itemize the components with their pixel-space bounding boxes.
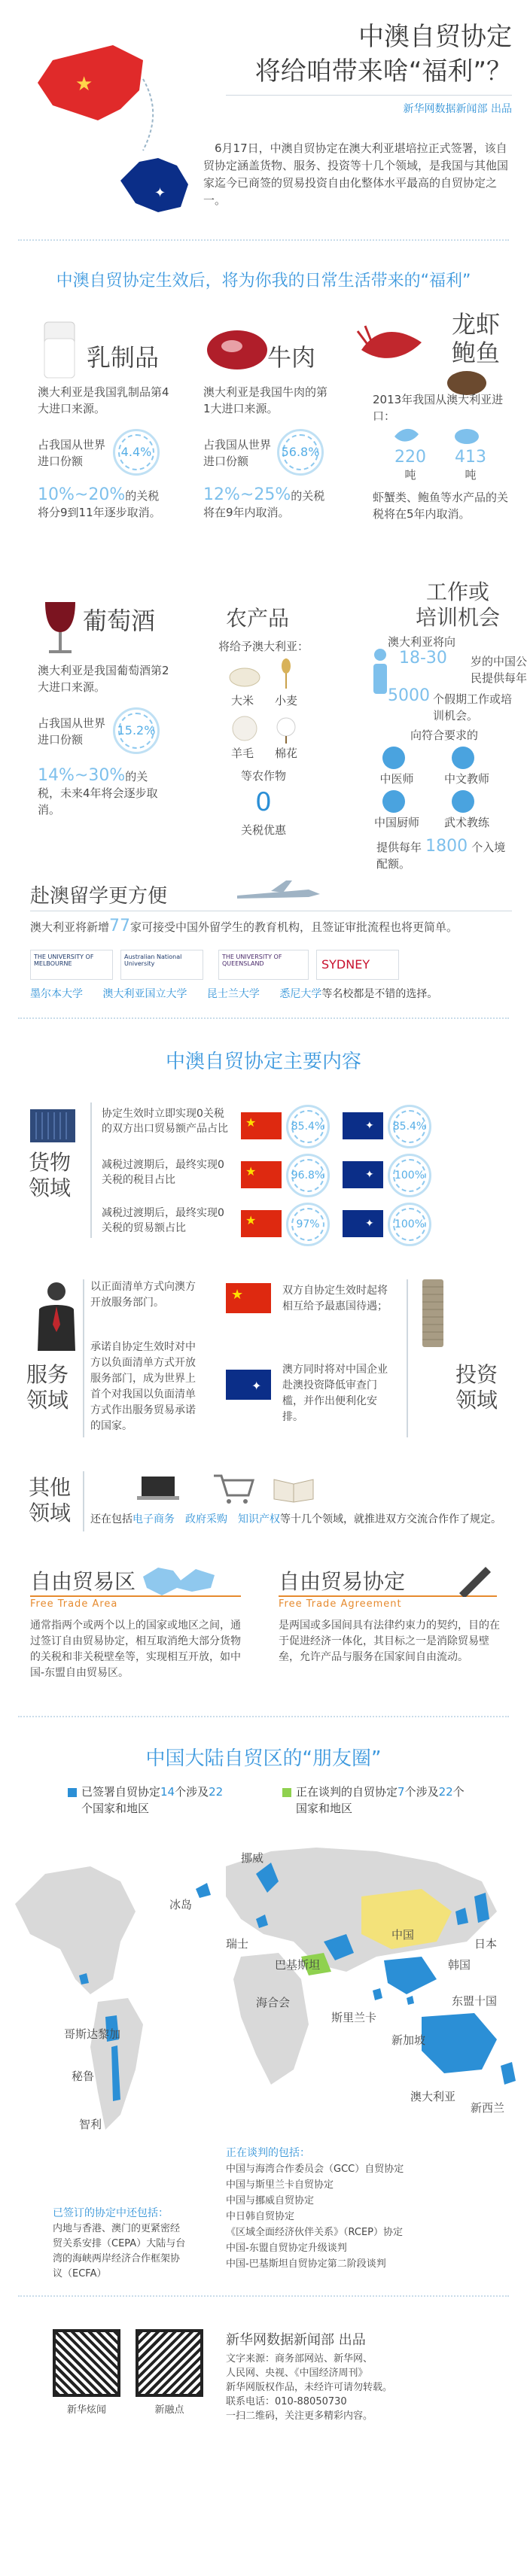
businessman-icon (30, 1279, 83, 1355)
dairy-tax (38, 485, 169, 521)
world-map-icon (139, 1562, 222, 1599)
legend-nego-num1: 7 (398, 1785, 405, 1799)
label-singapore: 新加坡 (391, 2033, 426, 2047)
laptop-icon (136, 1474, 181, 1504)
book-icon (271, 1474, 316, 1504)
nego-item: 中国与海湾合作委员会（GCC）自贸协定 (226, 2164, 404, 2175)
china-flag-icon: ★ (241, 1112, 282, 1139)
unis-suffix: 等名校都是不错的选择。 (321, 988, 438, 1000)
job-chef: 中国厨师 (373, 816, 419, 829)
goods-row-2-text: 减税过渡期后，最终实现0关税的税目占比 (102, 1159, 224, 1186)
divider (18, 2295, 509, 2297)
dairy-tax-text: 的关税将分9到11年逐步取消。 (38, 489, 161, 519)
agri-wheat: 小麦 (274, 694, 297, 707)
anu-logo: Australian National University (120, 950, 203, 980)
other-label-1: 其他 (29, 1475, 72, 1500)
study-line-post: 家可接受中国外留学生的教育机构，且签证审批流程也将更简单。 (130, 920, 458, 934)
nego-item: 中国与斯里兰卡自贸协定 (226, 2179, 334, 2191)
goods-row-3-cn-ring: 97% (286, 1203, 330, 1246)
rice-icon (226, 658, 264, 689)
shopping-cart-icon (211, 1471, 256, 1505)
fta-agreement-title: 自由贸易协定 (279, 1569, 406, 1594)
divider (18, 1017, 509, 1019)
lobster-title (452, 310, 500, 367)
other-procurement: 政府采购 (185, 1513, 227, 1525)
study-unis (30, 986, 519, 1001)
melbourne-logo: THE UNIVERSITY OF MELBOURNE (30, 950, 113, 980)
australia-flag-icon: ✦ (226, 1370, 271, 1400)
svg-text:★: ★ (75, 73, 93, 96)
footer-org: 新华网数据新闻部 出品 (226, 2332, 366, 2348)
fta-agreement-text: 是两国或多国间具有法律约束力的契约，目的在于促进经济一体化，其目标之一是消除贸易壁垒，允许产品与服务在国家间自由流动。 (279, 1620, 500, 1663)
legend-nego-num2: 22 (438, 1785, 453, 1799)
work-line-5: 提供每年 (376, 841, 422, 854)
work-quota2-value: 1800 (425, 837, 468, 856)
cotton-icon (271, 713, 301, 744)
job-doctor: 中医师 (379, 772, 414, 786)
work-age: 18-30 (399, 649, 447, 668)
agri-zero-label: 关税优惠 (240, 823, 286, 837)
footer-line: 人民网、央视、《中国经济周刊》 (226, 2368, 368, 2379)
invest-bracket (407, 1279, 408, 1437)
fta-agreement-en: Free Trade Agreement (279, 1598, 402, 1610)
nego-item: 中国-巴基斯坦自贸协定第二阶段谈判 (226, 2258, 386, 2270)
qr-code-xinrongdian[interactable] (136, 2329, 203, 2397)
container-icon (29, 1106, 77, 1145)
wine-icon (34, 595, 87, 662)
uni-anu: 澳大利亚国立大学 (102, 988, 187, 1000)
legend-nego-swatch (282, 1788, 291, 1797)
agri-cotton: 棉花 (274, 747, 297, 760)
dairy-title: 乳制品 (87, 343, 160, 372)
sydney-logo: SYDNEY (316, 950, 399, 980)
qr-code-xinhua[interactable] (53, 2329, 120, 2397)
service-text-1: 以正面清单方式向澳方开放服务部门。 (90, 1281, 196, 1309)
other-text-post: 等十几个领域，就推进双方交流合作作了规定。 (280, 1513, 501, 1525)
source-credit: 新华网数据新闻部 出品 (403, 103, 512, 115)
work-title-2: 培训机会 (415, 605, 500, 630)
agri-other: 等农作物 (240, 769, 286, 783)
other-bracket (83, 1471, 84, 1531)
signed-text: 内地与香港、澳门的更紧密经贸关系安排（CEPA）大陆与台湾的海峡两岸经济合作框架协议（ECFA） (53, 2223, 186, 2279)
label-peru: 秘鲁 (72, 2070, 95, 2083)
invest-label-2: 领域 (455, 1388, 498, 1413)
footer-lines (226, 2352, 512, 2423)
nego-item: 中国与挪威自贸协定 (226, 2195, 315, 2206)
nego-title: 正在谈判的包括： (226, 2147, 310, 2159)
study-line-pre: 澳大利亚将新增 (30, 920, 110, 934)
fta-area-title: 自由贸易区 (30, 1569, 136, 1594)
work-title (413, 579, 503, 631)
agri-rice: 大米 (230, 694, 254, 707)
wine-tax-range: 14%~30% (38, 766, 126, 785)
legend-signed-num1: 14 (160, 1785, 175, 1799)
goods-row-3-au-ring: 100% (388, 1203, 431, 1246)
service-bracket (83, 1279, 84, 1437)
beef-tax (203, 485, 331, 521)
friends-heading: 中国大陆自贸区的“朋友圈” (145, 1747, 382, 1770)
agri-zero: 0 (255, 787, 272, 817)
australia-flag-icon: ✦ (343, 1161, 383, 1188)
label-chile: 智利 (79, 2118, 102, 2131)
work-quota: 5000 (388, 686, 430, 705)
invest-text-1: 双方自协定生效时起将相互给予最惠国待遇； (282, 1285, 388, 1312)
service-label (26, 1362, 69, 1413)
work-line-1: 澳大利亚将向 (388, 635, 456, 649)
beef-tax-text: 的关税将在9年内取消。 (203, 489, 325, 519)
lobster-volume-unit: 吨 (404, 468, 416, 482)
legend-signed-swatch (68, 1788, 77, 1797)
invest-text-2: 澳方同时将对中国企业赴澳投资降低审查门槛，并作出便利化安排。 (282, 1364, 388, 1423)
milk-icon (34, 316, 87, 384)
teacher-icon (452, 747, 474, 769)
title-divider (226, 95, 512, 96)
wine-rank: 澳大利亚是我国葡萄酒第2大进口来源。 (38, 664, 169, 694)
goods-row-1-cn-ring: 85.4% (286, 1105, 330, 1148)
lobster-import-label: 2013年我国从澳大利亚进口： (373, 393, 504, 423)
pen-icon (452, 1559, 497, 1597)
service-text-2: 承诺自协定生效时对中方以负面清单方式开放服务部门，成为世界上首个对我国以负面清单方式作出服务贸易承诺的国家。 (90, 1341, 196, 1432)
legend-signed-pre: 已签署自贸协定 (81, 1785, 161, 1799)
abalone-volume-value: 413 (455, 448, 486, 467)
label-australia: 澳大利亚 (410, 2090, 456, 2103)
title-line-1: 中澳自贸协定 (358, 22, 512, 52)
legend-nego-post: 个国家和地区 (296, 1785, 465, 1815)
label-srilanka: 斯里兰卡 (331, 2011, 377, 2024)
beef-share-ring: 56.8% (277, 429, 324, 476)
agri-title: 农产品 (226, 606, 290, 631)
qr1-label: 新华炫闻 (66, 2404, 106, 2416)
divider (18, 239, 509, 241)
china-flag-icon: ★ (226, 1283, 271, 1313)
footer-line: 一扫二维码，关注更多精彩内容。 (226, 2410, 373, 2422)
abalone-small-icon (452, 425, 482, 448)
lobster-tax-text: 虾蟹类、鲍鱼等水产品的关税将在5年内取消。 (373, 491, 509, 521)
legend-signed-num2: 22 (209, 1785, 224, 1799)
label-asean: 东盟十国 (452, 1994, 498, 2008)
abalone-volume-unit: 吨 (465, 468, 477, 482)
study-text (30, 917, 512, 935)
coin-stack-icon (418, 1272, 448, 1355)
lobster-volume (384, 448, 437, 483)
work-line-2: 岁的中国公民提供每年 (471, 655, 527, 685)
job-teacher: 中文教师 (443, 772, 489, 786)
agri-wool: 羊毛 (230, 747, 254, 760)
footer-line: 新华网版权作品，未经许可请勿转载。 (226, 2382, 393, 2393)
lobster-volume-value: 220 (394, 448, 426, 467)
footer-line: 文字来源：商务部网站、新华网、 (226, 2353, 373, 2365)
wine-tax (38, 766, 169, 818)
lobster-title-1: 龙虾 (452, 310, 501, 339)
qr2-label: 新融点 (154, 2404, 184, 2416)
work-quota2 (376, 837, 512, 872)
goods-bracket (90, 1102, 92, 1238)
signed-title: 已签订的协定中还包括： (53, 2207, 169, 2219)
australia-map-icon (113, 151, 196, 218)
legend-nego (296, 1784, 469, 1817)
wine-share-label: 占我国从世界进口份额 (38, 716, 106, 747)
other-ecommerce: 电子商务 (133, 1513, 175, 1525)
legend-signed-post: 个国家和地区 (81, 1802, 150, 1815)
footer-line: 联系电话：010-88050730 (226, 2396, 347, 2407)
label-pakistan: 巴基斯坦 (275, 1958, 321, 1972)
airplane-icon (233, 879, 324, 906)
benefits-heading: 中澳自贸协定生效后，将为你我的日常生活带来的“福利” (56, 272, 471, 290)
uni-sydney: 悉尼大学 (279, 988, 322, 1000)
nego-item: 中日韩自贸协定 (226, 2211, 295, 2222)
label-japan: 日本 (474, 1937, 498, 1951)
dairy-tax-range: 10%~20% (38, 485, 126, 504)
nego-item: 《区域全面经济伙伴关系》（RCEP）协定 (226, 2227, 404, 2238)
lobster-small-icon (391, 425, 422, 448)
page-title (226, 20, 512, 89)
nego-item: 中国-东盟自贸协定升级谈判 (226, 2243, 347, 2254)
goods-label (29, 1150, 71, 1201)
label-china: 中国 (391, 1928, 415, 1942)
goods-row-1-text: 协定生效时立即实现0关税的双方出口贸易额产品占比 (102, 1108, 228, 1135)
other-label (29, 1475, 71, 1526)
divider (18, 1716, 509, 1717)
beef-rank: 澳大利亚是我国牛肉的第1大进口来源。 (203, 385, 328, 415)
label-gcc: 海合会 (256, 1996, 291, 2009)
invest-label-1: 投资 (455, 1362, 498, 1387)
chef-icon (382, 790, 405, 813)
australia-flag-icon: ✦ (343, 1210, 383, 1237)
beef-share-label: 占我国从世界进口份额 (203, 438, 272, 468)
lobster-title-2: 鲍鱼 (452, 339, 501, 367)
goods-row-3-text: 减税过渡期后，最终实现0关税的贸易额占比 (102, 1207, 224, 1234)
work-line-4: 向符合要求的 (410, 728, 479, 742)
doctor-icon (382, 747, 405, 769)
legend-nego-mid: 个涉及 (404, 1785, 439, 1799)
other-text-pre: 还在包括 (90, 1513, 133, 1525)
legend-signed (81, 1784, 224, 1817)
invest-label (455, 1362, 498, 1413)
job-martial-arts: 武术教练 (443, 816, 489, 829)
wine-title: 葡萄酒 (83, 607, 156, 635)
beef-icon (203, 324, 271, 376)
dairy-share-label: 占我国从世界进口份额 (38, 438, 106, 468)
fta-area-en: Free Trade Area (30, 1598, 118, 1610)
label-norway: 挪威 (241, 1851, 264, 1865)
label-iceland: 冰岛 (169, 1898, 193, 1911)
study-number: 77 (109, 917, 131, 935)
fta-area-text: 通常指两个或两个以上的国家或地区之间，通过签订自由贸易协定，相互取消绝大部分货物的关税和非关税壁垒等，实现相互开放，如中国-东盟自由贸易区。 (30, 1620, 241, 1679)
wine-tax-text: 的关税，未来4年将会逐步取消。 (38, 770, 158, 817)
legend-signed-mid: 个涉及 (175, 1785, 209, 1799)
china-flag-icon: ★ (241, 1210, 282, 1237)
other-text (90, 1511, 512, 1528)
service-label-1: 服务 (26, 1362, 69, 1387)
label-switzerland: 瑞士 (226, 1937, 249, 1951)
nego-list (226, 2161, 512, 2272)
connection-arrow-icon (120, 75, 166, 158)
goods-row-1-au-ring: 85.4% (388, 1105, 431, 1148)
dairy-share-ring: 4.4% (113, 429, 160, 476)
wine-share-ring: 15.2% (113, 707, 160, 754)
intro-text: 6月17日，中澳自贸协定在澳大利亚堪培拉正式签署，该自贸协定涵盖货物、服务、投资等十几个领域，是我国与其他国家迄今已商签的贸易投资自由化整体水平最高的自贸协定之一。 (203, 141, 509, 207)
work-line-6: 个入境配额。 (376, 841, 506, 871)
uni-melbourne: 墨尔本大学 (30, 988, 83, 1000)
contents-heading: 中澳自贸协定主要内容 (165, 1051, 361, 1073)
work-title-1: 工作或 (425, 579, 489, 604)
other-ip: 知识产权 (238, 1513, 280, 1525)
china-flag-icon: ★ (241, 1161, 282, 1188)
goods-row-2-cn-ring: 96.8% (286, 1154, 330, 1197)
goods-row-2-au-ring: 100% (388, 1154, 431, 1197)
wheat-icon (271, 655, 301, 692)
martial-arts-icon (452, 790, 474, 813)
beef-tax-range: 12%~25% (203, 485, 291, 504)
abalone-volume (444, 448, 497, 483)
svg-text:✦: ✦ (154, 185, 166, 201)
australia-flag-icon: ✦ (343, 1112, 383, 1139)
wool-icon (226, 713, 264, 744)
label-newzealand: 新西兰 (471, 2101, 505, 2115)
service-label-2: 领域 (26, 1388, 69, 1413)
goods-label-1: 货物 (29, 1150, 72, 1175)
legend-nego-pre: 正在谈判的自贸协定 (296, 1785, 398, 1799)
agri-intro: 将给予澳大利亚： (218, 640, 309, 653)
queensland-logo: THE UNIVERSITY OF QUEENSLAND (218, 950, 309, 980)
work-line-3: 个假期工作或培训机会。 (433, 692, 513, 722)
beef-title: 牛肉 (267, 343, 316, 372)
other-label-2: 领域 (29, 1501, 72, 1525)
dairy-rank: 澳大利亚是我国乳制品第4大进口来源。 (38, 385, 169, 415)
label-costarica: 哥斯达黎加 (64, 2027, 121, 2041)
lobster-icon (354, 320, 429, 380)
uni-queensland: 昆士兰大学 (206, 988, 260, 1000)
label-korea: 韩国 (448, 1958, 471, 1972)
goods-label-2: 领域 (29, 1175, 72, 1200)
study-title: 赴澳留学更方便 (30, 885, 168, 908)
title-line-2: 将给咱带来啥“福利”？ (254, 56, 512, 87)
